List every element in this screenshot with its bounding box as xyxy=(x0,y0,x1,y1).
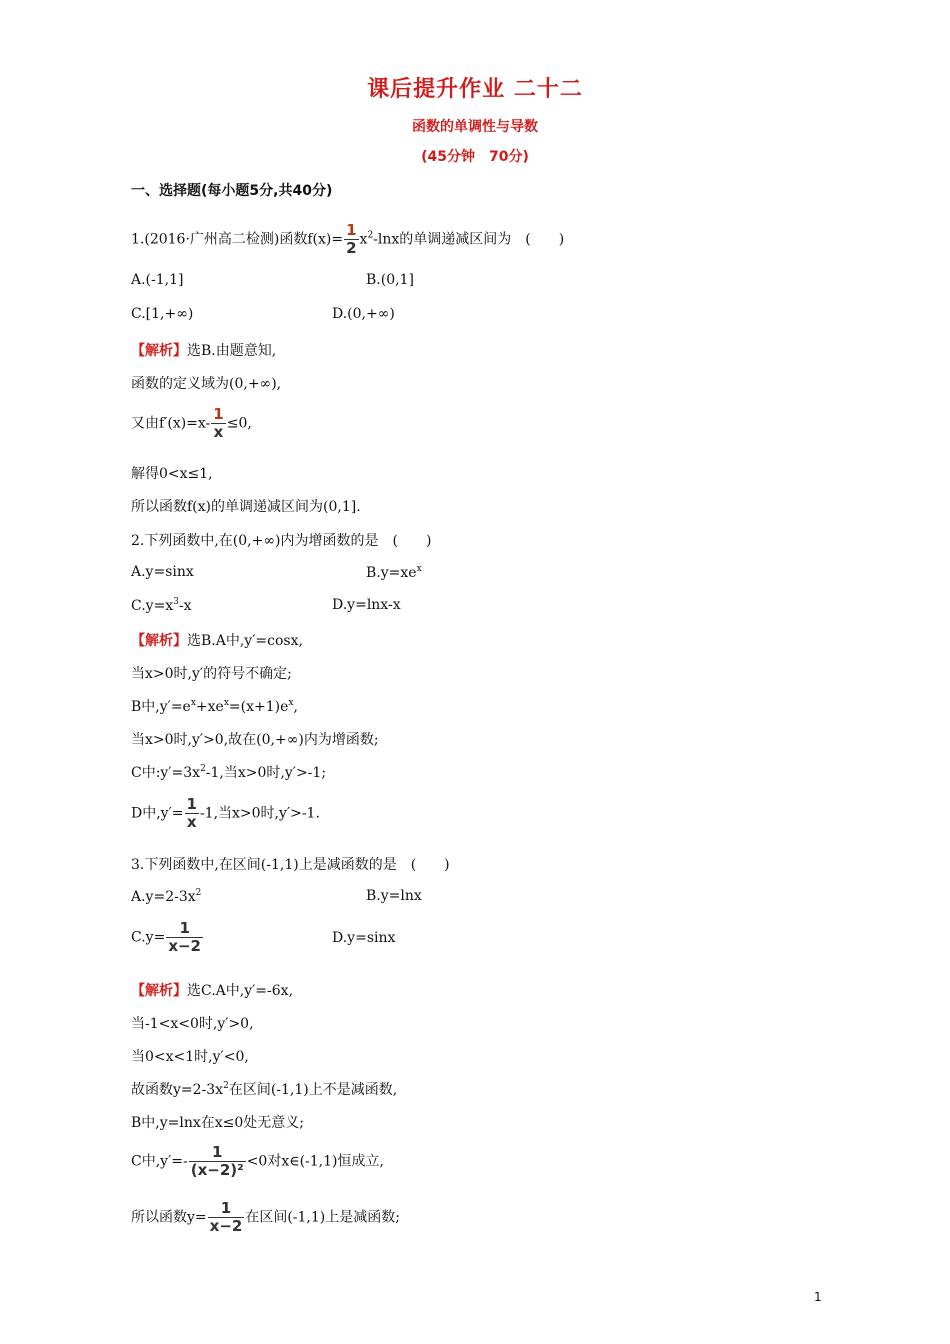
q3-solution-line: 【解析】选C.A中,y′=-6x, xyxy=(131,983,294,999)
q2-option-c: $C.y=x^3-x$ xyxy=(131,597,192,614)
q2-solution-line: D中,y′= $\frac{1}{x}$ -1,当x>0时,y′>-1. xyxy=(131,795,320,831)
q2-option-d: D.y=lnx-x xyxy=(332,597,401,613)
q2-solution-line: 当x>0时,y′>0,故在(0,+∞)内为增函数; xyxy=(131,732,379,748)
page-number: 1 xyxy=(814,1290,822,1304)
q3-solution-line: 故函数$y=2-3x^2$在区间(-1,1)上不是减函数, xyxy=(131,1081,398,1098)
q3-solution-line: B中,y=lnx在x≤0处无意义; xyxy=(131,1115,305,1131)
q3-solution-line: 所以函数y= $\frac{1}{x-2}$ 在区间(-1,1)上是减函数; xyxy=(131,1199,400,1235)
time-score-note: (45分钟 70分) xyxy=(421,149,529,165)
page-title: 课后提升作业 二十二 xyxy=(367,77,583,102)
section-heading: 一、选择题(每小题5分,共40分) xyxy=(131,183,333,199)
q1-option-a: A.(-1,1] xyxy=(131,272,184,288)
fraction-one-half: $\frac{1}{2}$ xyxy=(346,221,357,257)
q1-option-b: B.(0,1] xyxy=(366,272,414,288)
q2-solution-line: B中$,y'=e^x+xe^x=(x+1)e^x$, xyxy=(131,698,298,715)
q3-option-d: D.y=sinx xyxy=(332,930,396,946)
q2-option-b: $B.y=xe^x$ xyxy=(366,564,422,581)
q3-solution-line: 当0<x<1时,y′<0, xyxy=(131,1049,249,1065)
q2-solution-line: C中$:y'=3x^2-1$,当x>0时,y′>-1; xyxy=(131,764,327,781)
q3-stem: 3.下列函数中,在区间(-1,1)上是减函数的是 ( ) xyxy=(131,857,450,873)
q1-solution-line: 【解析】选B.由题意知, xyxy=(131,343,277,359)
q3-solution-line: C中,y′=- $\frac{1}{\text{(x−2)²}}$ <0对x∈(-1,1)恒成立, xyxy=(131,1143,384,1179)
q1-solution-line: 解得0<x≤1, xyxy=(131,466,213,482)
fraction-one-over-x: $\frac{1}{x}$ xyxy=(213,405,224,441)
fraction-one-over-x-minus-2-squared: $\frac{1}{\text{(x−2)²}}$ xyxy=(190,1143,244,1179)
q2-option-a: A.y=sinx xyxy=(131,564,194,580)
q3-solution-line: 当-1<x<0时,y′>0, xyxy=(131,1016,254,1032)
q1-solution-line: 所以函数f(x)的单调递减区间为(0,1]. xyxy=(131,499,361,515)
q3-option-a: $A.y=2-3x^2$ xyxy=(131,888,202,905)
q1-solution-line: 又由f′(x)=x- $\frac{1}{x}$ ≤0, xyxy=(131,405,252,441)
page-subtitle: 函数的单调性与导数 xyxy=(412,119,538,135)
fraction-one-over-x-minus-2: $\frac{1}{x-2}$ xyxy=(209,1199,243,1235)
q1-stem: 1.(2016·广州高二检测)函数f(x)= $\frac{1}{2}$ $x^2$-lnx的单调递减区间为 ( ) xyxy=(131,221,565,257)
fraction-one-over-x: $\frac{1}{x}$ xyxy=(186,795,197,831)
q1-option-d: D.(0,+∞) xyxy=(332,306,395,322)
q2-solution-line: 【解析】选B.A中,y′=cosx, xyxy=(131,633,303,649)
q2-stem: 2.下列函数中,在(0,+∞)内为增函数的是 ( ) xyxy=(131,533,432,549)
q3-option-c: C.y= $\frac{1}{x-2}$ xyxy=(131,919,201,955)
q1-solution-line: 函数的定义域为(0,+∞), xyxy=(131,376,282,392)
fraction-one-over-x-minus-2: $\frac{1}{x-2}$ xyxy=(168,919,201,955)
q3-option-b: B.y=lnx xyxy=(366,888,422,904)
q2-solution-line: 当x>0时,y′的符号不确定; xyxy=(131,666,292,682)
q1-option-c: C.[1,+∞) xyxy=(131,306,194,322)
